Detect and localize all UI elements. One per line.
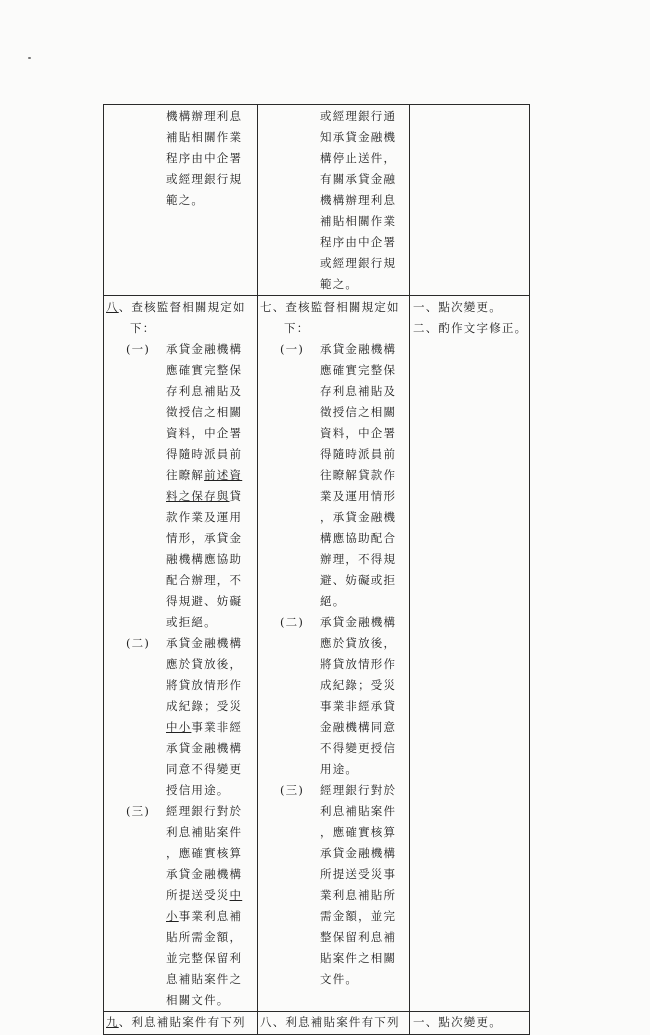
text-line: ，承貸金融機 (320, 510, 397, 524)
note-cell: 一、點次變更。 (410, 1012, 530, 1035)
text-line: 配合辦理，不 (166, 573, 243, 587)
text-line: 利息補貼案件 (166, 825, 243, 839)
text-line: 業利息補貼所 (320, 888, 397, 902)
text-line: 將貸放情形作 (166, 678, 243, 692)
text-line: 範之。 (166, 193, 205, 207)
text-line: 不得變更授信 (320, 741, 397, 755)
old-provision-cell: 八、利息補貼案件有下列 (258, 1012, 410, 1035)
text-line: 成紀錄；受災 (320, 678, 397, 692)
text-line: 承貸金融機構 (320, 846, 397, 860)
text-line: ，應確實核算 (320, 825, 397, 839)
amended-text: 中 (229, 888, 243, 902)
text-line: 或經理銀行規 (320, 256, 397, 270)
text-line: 存利息補貼及 (166, 384, 243, 398)
text-line: 承貸金融機構 (166, 867, 243, 881)
old-provision-cell (258, 296, 410, 1012)
text-line: 應於貸放後， (320, 636, 397, 650)
text-line: 並完整保留利 (166, 951, 243, 965)
new-item-1: (一) 承貸金融機構 應確實完整保 存利息補貼及 徵授信之相關 資料，中企署 得隨時派員前 往瞭解前述資 料之保存與貸 款作業及運用 情形，承貸金 融機構應協助 配合辦理，不 得規避、妨礙 或拒絕。 (104, 339, 257, 633)
note-line: 二、酌作文字修正。 (413, 321, 528, 335)
text-line: 程序由中企署 (166, 151, 243, 165)
text-line: 辦理，不得規 (320, 552, 397, 566)
text-line: 利息補貼案件 (320, 804, 397, 818)
text-line: 避、妨礙或拒 (320, 573, 397, 587)
text-line: 存利息補貼及 (320, 384, 397, 398)
text-line: 徵授信之相關 (166, 405, 243, 419)
text-line: 承貸金融機構 (166, 636, 243, 650)
item-number: (一) (280, 342, 305, 356)
old-item-3 (258, 780, 409, 990)
text-line: 得隨時派員前 (166, 447, 243, 461)
item-number: (一) (126, 342, 151, 356)
text-line: 將貸放情形作 (320, 657, 397, 671)
text-line: 經理銀行對於 (166, 804, 243, 818)
text-line: 資料，中企署 (166, 426, 243, 440)
text-line: 範之。 (320, 277, 359, 291)
table-row (104, 105, 530, 296)
old-provision-cell (258, 105, 410, 296)
item-number: (三) (126, 804, 151, 818)
amended-text: 小 (166, 909, 179, 923)
new-provision-cell: 九、利息補貼案件有下列 (104, 1012, 258, 1035)
scan-speck (28, 57, 31, 59)
text-line: 得隨時派員前 (320, 447, 397, 461)
text-line: 得規避、妨礙 (166, 594, 243, 608)
text-line: 金融機構同意 (320, 720, 397, 734)
text-line: 相關文件。 (166, 993, 230, 1007)
amended-text: 中小 (166, 720, 192, 734)
text-line: 承貸金融機構 (166, 342, 243, 356)
text-line: 貼所需金額， (166, 930, 243, 944)
amended-text: 前述資 (204, 468, 243, 482)
text-line: 機構辦理利息 (166, 109, 243, 123)
text-line: 應於貸放後， (166, 657, 243, 671)
table-row (104, 1012, 530, 1035)
item-number: (二) (126, 636, 151, 650)
new-provision-cell (104, 296, 258, 1012)
text-line: 機構辦理利息 (320, 193, 397, 207)
text-line: 承貸金融機構 (320, 615, 397, 629)
text-line: 程序由中企署 (320, 235, 397, 249)
text-line: 授信用途。 (166, 783, 230, 797)
text-line: 資料，中企署 (320, 426, 397, 440)
text-line: 息補貼案件之 (166, 972, 243, 986)
comparison-table (103, 104, 530, 1035)
text-line: 絕。 (320, 594, 346, 608)
new-item-2: (二) 承貸金融機構 應於貸放後， 將貸放情形作 成紀錄；受災 中小事業非經 承貸金融機構 同意不得變更 授信用途。 (104, 633, 257, 801)
text-line: 業及運用情形 (320, 489, 397, 503)
text-line: 或拒絕。 (166, 615, 217, 629)
new-heading-line: 下： (130, 321, 156, 335)
text-line: ，應確實核算 (166, 846, 243, 860)
text-line: 成紀錄；受災 (166, 699, 243, 713)
text-line: 貼案件之相關 (320, 951, 397, 965)
new-item-3: (三) 經理銀行對於 利息補貼案件 ，應確實核算 承貸金融機構 所提送受災中 小事業利息補 貼所需金額， 並完整保留利 息補貼案件之 相關文件。 (104, 801, 257, 1011)
text-line: 構停止送件， (320, 151, 397, 165)
table-row (104, 296, 530, 1012)
text-line: 應確實完整保 (166, 363, 243, 377)
text-line: 所提送受災事 (320, 867, 397, 881)
text-line: 用途。 (320, 762, 359, 776)
old-item-1 (258, 339, 409, 612)
text-line: 或經理銀行規 (166, 172, 243, 186)
old-heading-line: 七、查核監督相關規定如 (260, 300, 400, 314)
item-number: (三) (280, 783, 305, 797)
old-heading-line: 下： (284, 321, 310, 335)
new-provision-cell (104, 105, 258, 296)
new-heading-number: 八 (106, 300, 119, 314)
text-line: 款作業及運用 (166, 510, 243, 524)
new-item-number: 九 (106, 1015, 119, 1029)
new-heading-line: 八、查核監督相關規定如 (106, 300, 246, 314)
text-line: 事業非經承貸 (320, 699, 397, 713)
text-line: 補貼相關作業 (166, 130, 243, 144)
text-line: 需金額，並完 (320, 909, 397, 923)
note-line: 一、點次變更。 (413, 300, 502, 314)
text-line: 或經理銀行通 (320, 109, 397, 123)
amended-text: 料之保存與 (166, 489, 230, 503)
text-line: 融機構應協助 (166, 552, 243, 566)
text-line: 情形，承貸金 (166, 531, 243, 545)
text-line: 承貸金融機構 (166, 741, 243, 755)
text-line: 同意不得變更 (166, 762, 243, 776)
text-line: 構應協助配合 (320, 531, 397, 545)
text-line: 徵授信之相關 (320, 405, 397, 419)
text-line: 整保留利息補 (320, 930, 397, 944)
text-line: 文件。 (320, 972, 359, 986)
text-line: 應確實完整保 (320, 363, 397, 377)
text-line: 補貼相關作業 (320, 214, 397, 228)
text-line: 有關承貸金融 (320, 172, 397, 186)
note-cell (410, 296, 530, 1012)
text-line: 承貸金融機構 (320, 342, 397, 356)
text-line: 往瞭解貸款作 (320, 468, 397, 482)
item-number: (二) (280, 615, 305, 629)
note-cell (410, 105, 530, 296)
text-line: 經理銀行對於 (320, 783, 397, 797)
text-line: 知承貸金融機 (320, 130, 397, 144)
old-item-2 (258, 612, 409, 780)
